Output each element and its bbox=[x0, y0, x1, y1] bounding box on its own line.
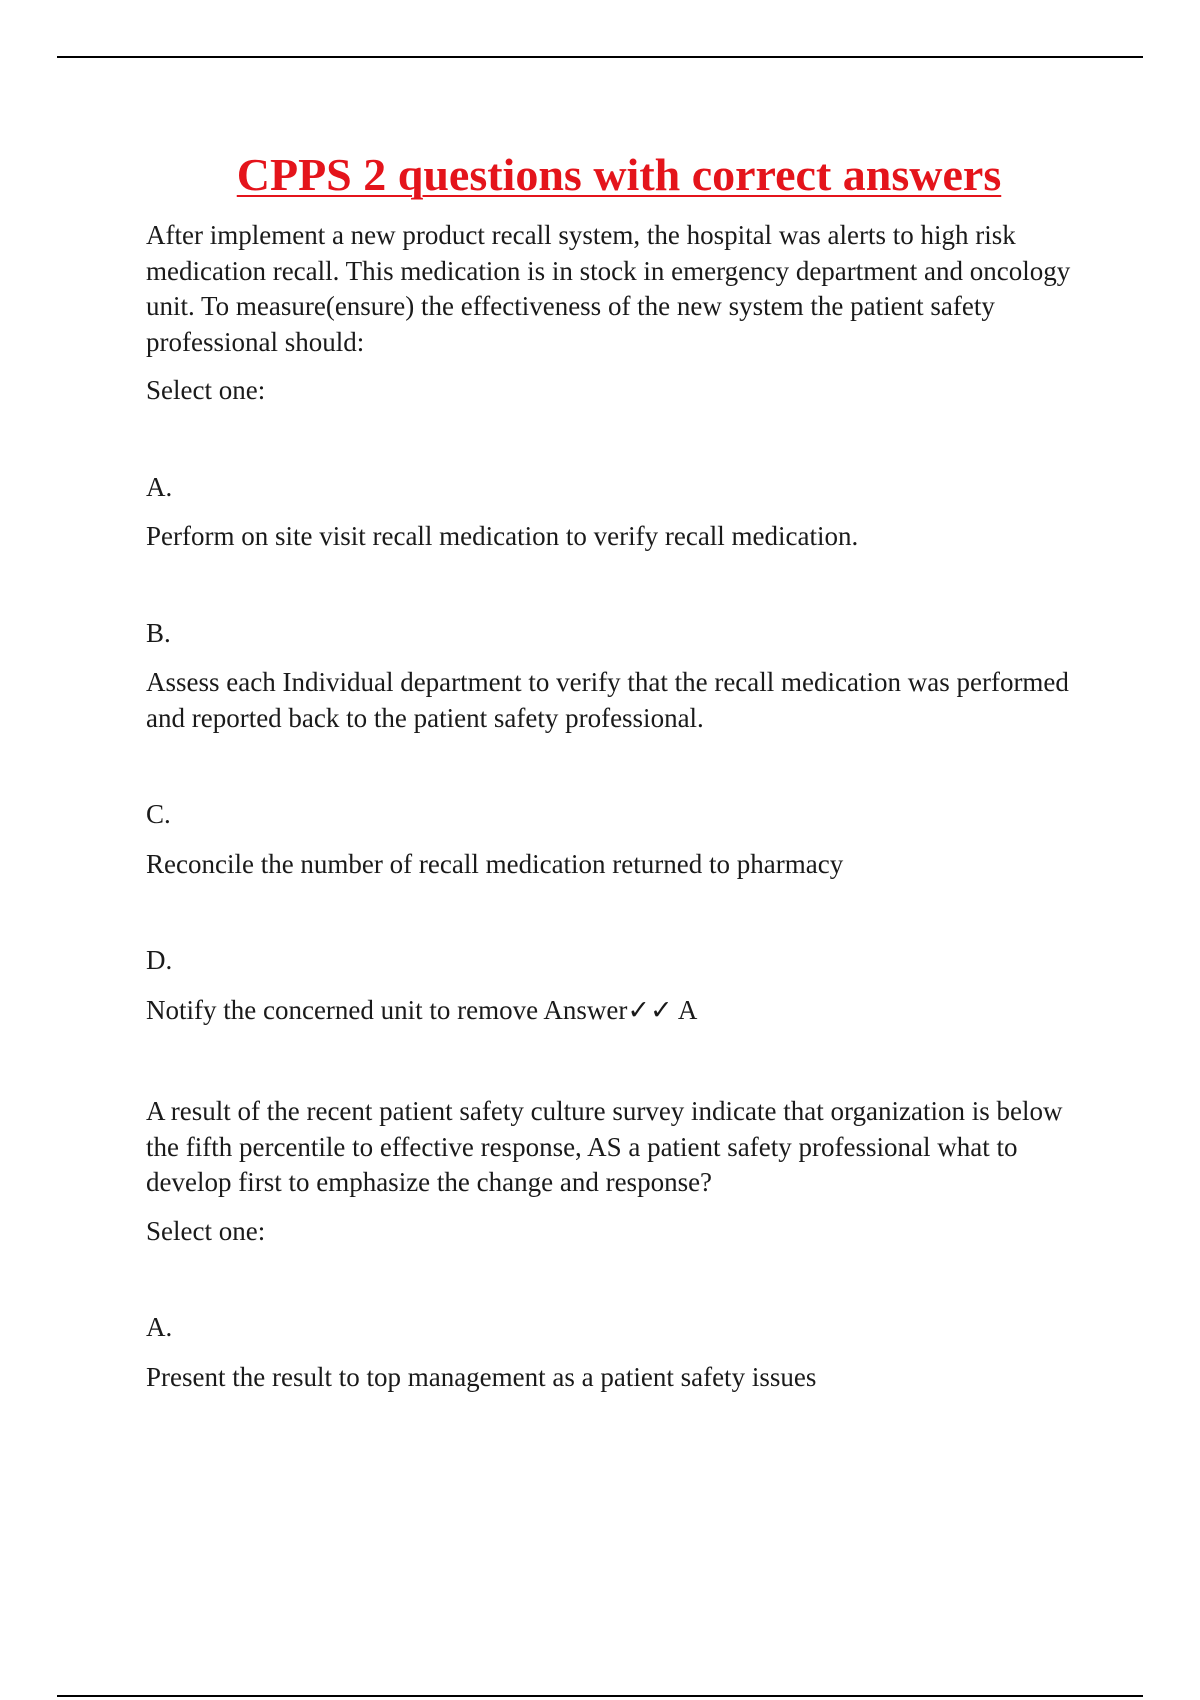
option-letter-d: D. bbox=[146, 945, 173, 975]
option-text-d-with-answer: Notify the concerned unit to remove Answer✓✓ A bbox=[146, 994, 698, 1025]
question-text: A result of the recent patient safety culture survey indicate that organization is below the fifth percentile to effective response, AS a patient safety professional what to develop first to emphasize the change and response? bbox=[146, 1096, 1063, 1197]
question-text: After implement a new product recall system, the hospital was alerts to high risk medication recall. This medication is in stock in emergency department and oncology unit. To measure(ensure) the effectiveness of the new system the patient safety professional should: bbox=[146, 220, 1071, 357]
option-letter-a: A. bbox=[146, 1312, 173, 1342]
document-body bbox=[146, 218, 1086, 1456]
document-title: CPPS 2 questions with correct answers bbox=[236, 149, 1002, 200]
bottom-rule bbox=[57, 1695, 1143, 1697]
option-text-a: Perform on site visit recall medication to verify recall medication. bbox=[146, 521, 859, 551]
option-text-c: Reconcile the number of recall medication returned to pharmacy bbox=[146, 848, 844, 879]
question-2 bbox=[146, 1094, 1086, 1395]
option-letter-b: B. bbox=[146, 617, 171, 648]
option-letter-a: A. bbox=[146, 471, 173, 502]
option-letter-c: C. bbox=[146, 799, 171, 829]
option-text-a: Present the result to top management as a patient safety issues bbox=[146, 1361, 817, 1392]
option-text-b: Assess each Individual department to verify that the recall medication was performed and reported back to the patient safety professional. bbox=[146, 667, 1069, 733]
top-rule bbox=[57, 56, 1143, 58]
question-1 bbox=[146, 218, 1086, 1028]
select-one-label: Select one: bbox=[146, 1215, 266, 1246]
select-one-label: Select one: bbox=[146, 375, 266, 405]
